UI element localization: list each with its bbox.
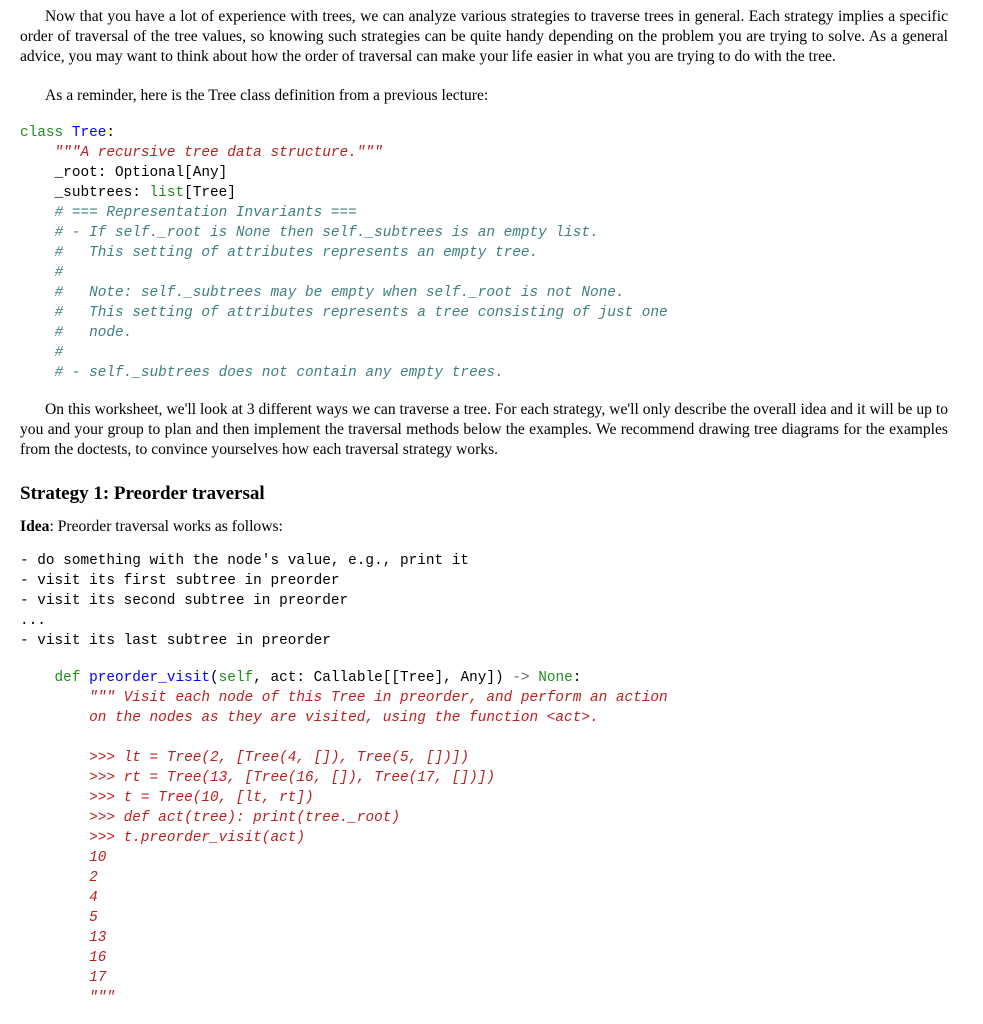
code-line — [20, 303, 668, 323]
code-token: - visit its first subtree in preorder — [20, 573, 340, 589]
code-line — [20, 868, 668, 888]
code-token: >>> lt = Tree(2, [Tree(4, []), Tree(5, [])]) — [89, 750, 470, 766]
code-token: """ — [89, 990, 116, 1006]
code-token: # === Representation Invariants === — [54, 205, 357, 221]
code-token — [530, 670, 539, 686]
code-line — [20, 668, 668, 688]
code-line — [20, 888, 668, 908]
code-line — [20, 263, 668, 283]
code-token: # This setting of attributes represents an empty tree. — [54, 245, 539, 261]
code-token: -> — [512, 670, 530, 686]
code-token: on the nodes as they are visited, using the function <act>. — [89, 710, 599, 726]
idea-label: Idea — [20, 518, 50, 535]
code-token: 2 — [89, 870, 98, 886]
code-line — [20, 591, 469, 611]
code-token: >>> t = Tree(10, [lt, rt]) — [89, 790, 314, 806]
code-token — [20, 205, 55, 221]
code-token: # - If self._root is None then self._subtrees is an empty list. — [54, 225, 599, 241]
code-token: - visit its last subtree in preorder — [20, 633, 331, 649]
code-line — [20, 748, 668, 768]
code-token: # — [54, 265, 64, 281]
code-token: list — [149, 185, 185, 201]
code-token — [20, 345, 55, 361]
code-token: self — [218, 670, 254, 686]
code-token: 13 — [89, 930, 107, 946]
code-token — [20, 750, 89, 766]
code-line — [20, 688, 668, 708]
code-line — [20, 283, 668, 303]
code-token: _subtrees: — [20, 185, 150, 201]
code-line — [20, 828, 668, 848]
code-token: # - self._subtrees does not contain any empty trees. — [54, 365, 504, 381]
code-line — [20, 123, 668, 143]
code-line — [20, 163, 668, 183]
code-line — [20, 988, 668, 1008]
code-token: 5 — [89, 910, 98, 926]
code-token: : — [572, 670, 582, 686]
code-token — [20, 870, 89, 886]
code-line — [20, 928, 668, 948]
code-token: >>> t.preorder_visit(act) — [89, 830, 305, 846]
code-token: # node. — [54, 325, 133, 341]
code-line — [20, 343, 668, 363]
code-line — [20, 708, 668, 728]
code-token: 16 — [89, 950, 107, 966]
code-token: 10 — [89, 850, 107, 866]
code-token: # Note: self._subtrees may be empty when self._root is not None. — [54, 285, 625, 301]
code-token: preorder_visit — [89, 670, 210, 686]
code-line — [20, 788, 668, 808]
code-token — [20, 890, 89, 906]
code-line — [20, 551, 469, 571]
strategy1-heading: Strategy 1: Preorder traversal — [20, 483, 265, 504]
code-token — [20, 730, 29, 746]
code-line — [20, 968, 668, 988]
code-token — [20, 990, 89, 1006]
code-token: _root: Optional[Any] — [20, 165, 228, 181]
code-line — [20, 363, 668, 383]
code-token — [20, 830, 89, 846]
code-token: , act: Callable[[Tree], Any]) — [253, 670, 513, 686]
reminder-text: As a reminder, here is the Tree class definition from a previous lecture: — [45, 87, 489, 104]
code-token — [20, 970, 89, 986]
code-token: ... — [20, 613, 46, 629]
code-line — [20, 571, 469, 591]
code-token — [20, 710, 89, 726]
code-line — [20, 948, 668, 968]
idea-text: : Preorder traversal works as follows: — [49, 518, 283, 535]
code-token — [20, 265, 55, 281]
code-line — [20, 848, 668, 868]
code-token: - visit its second subtree in preorder — [20, 593, 349, 609]
code-token: 17 — [89, 970, 107, 986]
code-token — [20, 365, 55, 381]
code-line — [20, 768, 668, 788]
code-token — [20, 930, 89, 946]
code-token: Tree — [71, 125, 107, 141]
code-token — [20, 950, 89, 966]
code-line — [20, 223, 668, 243]
code-line — [20, 808, 668, 828]
code-token: """A recursive tree data structure.""" — [54, 145, 383, 161]
idea-line — [20, 517, 948, 537]
worksheet-paragraph: On this worksheet, we'll look at 3 different ways we can traverse a tree. For each strategy, we'll only describe the overall idea and it will be up to you and your group to plan and then implement the traversal methods below the examples. We recommend drawing tree diagrams for the examples from the doctests, to convince yourselves how each traversal strategy works. — [20, 401, 948, 458]
code-line — [20, 728, 668, 748]
code-line — [20, 631, 469, 651]
code-token: >>> rt = Tree(13, [Tree(16, []), Tree(17, [])]) — [89, 770, 495, 786]
code-line — [20, 143, 668, 163]
code-token — [20, 225, 55, 241]
code-line — [20, 203, 668, 223]
code-token — [20, 690, 89, 706]
code-token — [20, 790, 89, 806]
tree-class-code-block — [20, 123, 668, 383]
code-token — [20, 325, 55, 341]
code-line — [20, 611, 469, 631]
code-token — [20, 770, 89, 786]
code-token — [20, 245, 55, 261]
code-token: def — [20, 670, 90, 686]
preorder-steps-list — [20, 551, 469, 651]
code-token — [20, 305, 55, 321]
code-line — [20, 183, 668, 203]
code-token — [20, 285, 55, 301]
code-token: [Tree] — [184, 185, 236, 201]
code-token: None — [538, 670, 573, 686]
code-token: ( — [210, 670, 219, 686]
code-token — [20, 910, 89, 926]
code-token: """ Visit each node of this Tree in preorder, and perform an action — [89, 690, 668, 706]
code-token: # This setting of attributes represents a tree consisting of just one — [54, 305, 668, 321]
code-token: - do something with the node's value, e.g., print it — [20, 553, 470, 569]
code-token: 4 — [89, 890, 98, 906]
code-token — [20, 810, 89, 826]
code-token — [20, 145, 55, 161]
code-token: >>> def act(tree): print(tree._root) — [89, 810, 400, 826]
code-line — [20, 908, 668, 928]
code-line — [20, 323, 668, 343]
code-token: # — [54, 345, 64, 361]
intro-paragraph: Now that you have a lot of experience with trees, we can analyze various strategies to traverse trees in general. Each strategy implies a specific order of traversal of the tree values, so knowing such strategies can be quite handy depending on the problem you are trying to solve. As a general advice, you may want to think about how the order of traversal can make your life easier in what you are trying to do with the tree. — [20, 8, 948, 65]
code-token: class — [20, 125, 72, 141]
code-token — [20, 850, 89, 866]
code-line — [20, 243, 668, 263]
preorder-visit-code-block — [20, 668, 668, 1008]
code-token: : — [106, 125, 116, 141]
